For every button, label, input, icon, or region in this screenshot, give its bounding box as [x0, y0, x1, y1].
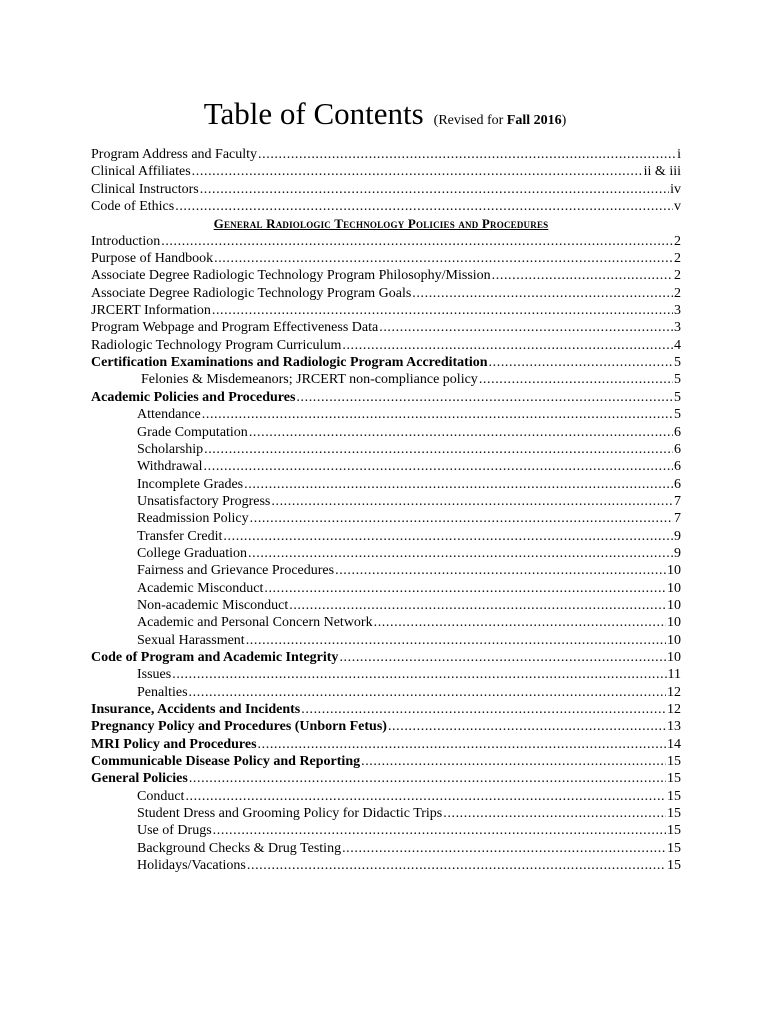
section-heading: General Radiologic Technology Policies and Procedures: [213, 216, 549, 232]
dot-leader: [271, 493, 673, 510]
toc-entry-label: Associate Degree Radiologic Technology Program Philosophy/Mission: [91, 268, 491, 284]
dot-leader: [379, 319, 673, 336]
toc-entry-page-number: 13: [667, 719, 681, 735]
toc-entry[interactable]: [91, 389, 681, 406]
dot-leader: [492, 267, 673, 284]
toc-entry[interactable]: [91, 857, 681, 874]
dot-leader: [172, 666, 666, 683]
dot-leader: [264, 580, 666, 597]
title-note-suffix: ): [561, 113, 567, 128]
toc-entry[interactable]: [91, 597, 681, 614]
dot-leader: [200, 181, 669, 198]
toc-entry-page-number: 11: [667, 667, 681, 683]
toc-entry[interactable]: [91, 580, 681, 597]
toc-entry-page-number: 2: [674, 251, 681, 267]
dot-leader: [189, 684, 666, 701]
toc-entry-page-number: 10: [667, 580, 681, 596]
toc-entry[interactable]: [91, 146, 681, 163]
toc-entry[interactable]: [91, 424, 681, 441]
toc-entry[interactable]: [91, 718, 681, 735]
toc-entry-page-number: 2: [674, 233, 681, 249]
toc-entry-label: General Policies: [91, 771, 188, 787]
toc-entry-page-number: 15: [667, 806, 681, 822]
toc-entry[interactable]: [91, 354, 681, 371]
toc-entry[interactable]: [91, 476, 681, 493]
toc-entry-label: Purpose of Handbook: [91, 251, 214, 267]
toc-entry-page-number: 15: [667, 788, 681, 804]
toc-entry-label: Readmission Policy: [137, 511, 249, 527]
toc-entry[interactable]: [91, 649, 681, 666]
dot-leader: [361, 753, 666, 770]
toc-entry-label: Academic Misconduct: [137, 580, 264, 596]
toc-entry[interactable]: [91, 614, 681, 631]
dot-leader: [296, 389, 673, 406]
toc-entry-page-number: 9: [674, 545, 681, 561]
toc-entry[interactable]: [91, 736, 681, 753]
dot-leader: [374, 614, 666, 631]
toc-entry[interactable]: [91, 632, 681, 649]
toc-entry-label: Student Dress and Grooming Policy for Didactic Trips: [137, 806, 443, 822]
toc-entry-label: Academic Policies and Procedures: [91, 389, 296, 405]
toc-entry-page-number: 6: [674, 459, 681, 475]
dot-leader: [202, 406, 673, 423]
toc-entry[interactable]: [91, 788, 681, 805]
toc-entry-label: Program Webpage and Program Effectiveness Data: [91, 320, 379, 336]
toc-entry[interactable]: [91, 822, 681, 839]
title-note-term: Fall 2016: [506, 113, 562, 128]
toc-entry-page-number: 10: [667, 632, 681, 648]
toc-entry-label: Incomplete Grades: [137, 476, 244, 492]
toc-entry-label: Penalties: [137, 684, 188, 700]
toc-entry[interactable]: [91, 493, 681, 510]
dot-leader: [185, 788, 666, 805]
dot-leader: [214, 250, 673, 267]
toc-entry-label: Program Address and Faculty: [91, 147, 258, 162]
dot-leader: [204, 441, 673, 458]
toc-entry-page-number: i: [677, 147, 681, 162]
dot-leader: [479, 371, 673, 388]
toc-entry-label: Holidays/Vacations: [137, 858, 246, 874]
toc-entry-page-number: 15: [667, 823, 681, 839]
toc-entry-label: Issues: [137, 667, 172, 683]
toc-entry-page-number: 7: [674, 493, 681, 509]
toc-entry-label: College Graduation: [137, 545, 248, 561]
dot-leader: [339, 649, 666, 666]
toc-entry-label: Radiologic Technology Program Curriculum: [91, 337, 342, 353]
dot-leader: [175, 198, 673, 215]
toc-entry-page-number: 2: [674, 285, 681, 301]
toc-entry-label: Sexual Harassment: [137, 632, 245, 648]
toc-entry-page-number: iv: [670, 181, 681, 197]
toc-entry[interactable]: [91, 285, 681, 302]
toc-entry-page-number: 6: [674, 441, 681, 457]
toc-entry-page-number: 10: [667, 563, 681, 579]
dot-leader: [258, 736, 666, 753]
toc-entry-label: MRI Policy and Procedures: [91, 736, 257, 752]
title-main: Table of Contents: [203, 96, 424, 131]
toc-entry-page-number: 10: [667, 597, 681, 613]
dot-leader: [412, 285, 673, 302]
toc-entry[interactable]: [91, 510, 681, 527]
toc-entry-page-number: 4: [674, 337, 681, 353]
toc-entry-label: Withdrawal: [137, 459, 203, 475]
toc-entry-label: Academic and Personal Concern Network: [137, 615, 373, 631]
dot-leader: [443, 805, 666, 822]
toc-entry[interactable]: [91, 458, 681, 475]
toc-entry-page-number: ii & iii: [643, 164, 681, 180]
dot-leader: [335, 562, 666, 579]
toc-entry-page-number: 10: [667, 649, 681, 665]
dot-leader: [212, 302, 673, 319]
dot-leader: [213, 822, 666, 839]
toc-entry[interactable]: [91, 770, 681, 787]
toc-entry[interactable]: [91, 753, 681, 770]
toc-entry[interactable]: [91, 233, 681, 250]
toc-entry-label: Pregnancy Policy and Procedures (Unborn Fetus): [91, 719, 387, 735]
toc-entry[interactable]: [91, 337, 681, 354]
dot-leader: [248, 545, 673, 562]
dot-leader: [189, 770, 666, 787]
toc-entry[interactable]: [91, 163, 681, 180]
toc-entry-page-number: 14: [667, 736, 681, 752]
toc-entry-label: Clinical Affiliates: [91, 164, 191, 180]
toc-entry[interactable]: [91, 406, 681, 423]
toc-entry-page-number: 15: [667, 754, 681, 770]
toc-entry-label: Code of Ethics: [91, 199, 175, 215]
toc-entry-page-number: 5: [674, 389, 681, 405]
toc-entry-label: Attendance: [137, 407, 201, 423]
toc-entry-label: Use of Drugs: [137, 823, 212, 839]
toc-entry-page-number: 6: [674, 424, 681, 440]
toc-entry-label: Insurance, Accidents and Incidents: [91, 702, 301, 717]
toc-entry-page-number: 6: [674, 476, 681, 492]
dot-leader: [192, 163, 643, 180]
toc-entry-page-number: 5: [674, 355, 681, 371]
toc-entry-label: Background Checks & Drug Testing: [137, 840, 342, 856]
toc-entry[interactable]: [91, 198, 681, 215]
toc-entry[interactable]: [91, 701, 681, 718]
toc-entry[interactable]: [91, 319, 681, 336]
toc-entry-page-number: 2: [674, 268, 681, 284]
dot-leader: [247, 857, 666, 874]
dot-leader: [489, 354, 673, 371]
dot-leader: [244, 476, 673, 493]
table-of-contents: [91, 146, 681, 874]
title-note-prefix: (Revised for: [433, 113, 507, 128]
toc-entry-page-number: 15: [667, 840, 681, 856]
page-title: [0, 96, 770, 132]
toc-entry[interactable]: [91, 302, 681, 319]
dot-leader: [204, 458, 673, 475]
toc-entry[interactable]: [91, 528, 681, 545]
dot-leader: [342, 840, 666, 857]
toc-entry-label: Certification Examinations and Radiologic Program Accreditation: [91, 355, 488, 371]
toc-entry-page-number: 15: [667, 771, 681, 787]
toc-entry-label: Fairness and Grievance Procedures: [137, 563, 335, 579]
dot-leader: [250, 510, 673, 527]
toc-entry-page-number: 5: [674, 407, 681, 423]
toc-entry[interactable]: [91, 371, 681, 388]
toc-entry-label: Associate Degree Radiologic Technology Program Goals: [91, 285, 412, 301]
dot-leader: [388, 718, 666, 735]
toc-entry[interactable]: [91, 666, 681, 683]
toc-entry-label: Scholarship: [137, 441, 204, 457]
dot-leader: [342, 337, 673, 354]
toc-entry[interactable]: [91, 441, 681, 458]
dot-leader: [301, 701, 666, 718]
dot-leader: [258, 146, 676, 163]
toc-entry-page-number: 9: [674, 528, 681, 544]
toc-entry[interactable]: [91, 267, 681, 284]
toc-entry-label: Felonies & Misdemeanors; JRCERT non-compliance policy: [141, 372, 478, 388]
toc-entry-page-number: 3: [674, 320, 681, 336]
toc-entry-page-number: 10: [667, 615, 681, 631]
toc-entry-page-number: 15: [667, 858, 681, 874]
dot-leader: [161, 233, 673, 250]
toc-entry[interactable]: [91, 684, 681, 701]
toc-entry-label: Code of Program and Academic Integrity: [91, 649, 339, 665]
toc-entry-label: Introduction: [91, 233, 161, 249]
toc-entry[interactable]: [91, 250, 681, 267]
toc-entry-page-number: 12: [667, 702, 681, 717]
dot-leader: [289, 597, 666, 614]
toc-entry-page-number: 12: [667, 684, 681, 700]
toc-entry-label: Communicable Disease Policy and Reporting: [91, 754, 361, 770]
toc-entry-label: Grade Computation: [137, 424, 248, 440]
toc-entry[interactable]: [91, 840, 681, 857]
toc-entry-page-number: 7: [674, 511, 681, 527]
dot-leader: [246, 632, 666, 649]
toc-entry-label: JRCERT Information: [91, 303, 211, 319]
toc-entry-label: Non-academic Misconduct: [137, 597, 289, 613]
toc-entry[interactable]: [91, 181, 681, 198]
toc-entry-page-number: v: [674, 199, 681, 215]
dot-leader: [223, 528, 673, 545]
toc-entry[interactable]: [91, 805, 681, 822]
toc-entry-label: Unsatisfactory Progress: [137, 493, 271, 509]
title-revision-note: [434, 113, 567, 128]
toc-entry[interactable]: [91, 562, 681, 579]
toc-entry-label: Transfer Credit: [137, 528, 223, 544]
toc-entry-label: Conduct: [137, 788, 185, 804]
toc-entry[interactable]: [91, 545, 681, 562]
dot-leader: [249, 424, 673, 441]
toc-entry-page-number: 3: [674, 303, 681, 319]
toc-entry-page-number: 5: [674, 372, 681, 388]
toc-entry-label: Clinical Instructors: [91, 181, 199, 197]
